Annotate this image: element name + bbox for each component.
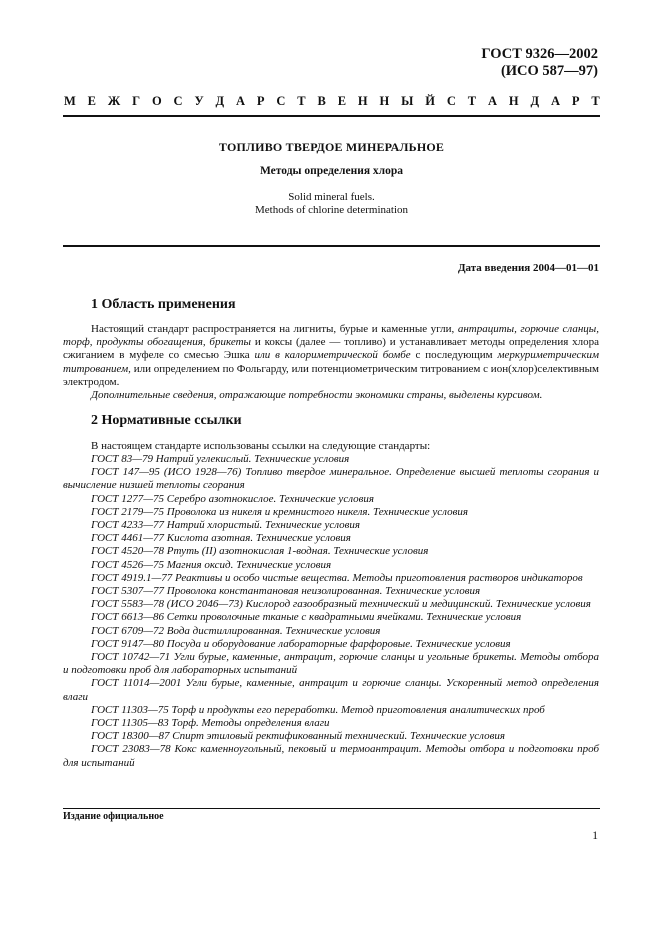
reference-item: ГОСТ 5307—77 Проволока константановая неизолированная. Технические условия <box>91 585 481 598</box>
reference-item: ГОСТ 4526—75 Магния оксид. Технические условия <box>91 558 332 571</box>
s1-text-e: с последующим <box>410 349 498 362</box>
interstate-standard-banner: М Е Ж Г О С У Д А Р С Т В Е Н Н Ы Й С Т А Н Д А Р Т <box>64 94 600 108</box>
reference-item: ГОСТ 18300—87 Спирт этиловый ректификованный технический. Технические условия <box>91 730 505 743</box>
section1-paragraph <box>63 323 599 389</box>
title-divider <box>63 245 600 247</box>
reference-item: ГОСТ 83—79 Натрий углекислый. Технические условия <box>91 453 350 465</box>
s1-text-g: или определением по Фольгарду, или потенциометрическим титрованием с ион(хлор)селективным электродом. <box>63 362 599 388</box>
reference-item: ГОСТ 4919.1—77 Реактивы и особо чистые вещества. Методы приготовления растворов индикаторов <box>91 571 583 584</box>
reference-item: ГОСТ 2179—75 Проволока из никеля и кремнистого никеля. Технические условия <box>91 505 469 518</box>
reference-item: ГОСТ 6613—86 Сетки проволочные тканые с квадратными ячейками. Технические условия <box>91 611 522 624</box>
document-title: ТОПЛИВО ТВЕРДОЕ МИНЕРАЛЬНОЕ <box>218 140 445 154</box>
s1-text-d: или в калориметрической бомбе <box>254 349 411 362</box>
reference-item: ГОСТ 9147—80 Посуда и оборудование лабораторные фарфоровые. Технические условия <box>91 637 511 650</box>
header-divider <box>63 115 600 117</box>
normative-references-list <box>63 453 599 770</box>
iso-code: (ИСО 587—97) <box>500 63 598 79</box>
document-subtitle: Методы определения хлора <box>259 165 404 177</box>
reference-item: ГОСТ 23083—78 Кокс каменноугольный, пековый и термоантрацит. Методы отбора и подготовки проб для испытаний <box>63 743 599 769</box>
section1-heading: 1 Область применения <box>91 297 236 312</box>
page-number: 1 <box>592 830 598 842</box>
english-title-line2: Methods of chlorine determination <box>254 204 409 216</box>
reference-item: ГОСТ 4520—78 Ртуть (II) азотнокислая 1-водная. Технические условия <box>91 545 429 558</box>
s1-text-c: и коксы (далее — топливо) и устанавливает методы определения хлора сжиганием в муфеле со смесью Эшка <box>63 336 599 362</box>
section2-intro <box>63 440 599 453</box>
reference-item: ГОСТ 11305—83 Торф. Методы определения влаги <box>91 717 330 730</box>
reference-item: ГОСТ 4233—77 Натрий хлористый. Технические условия <box>91 519 361 532</box>
s1-text-b: антрациты, горючие сланцы, торф, продукты обогащения, брикеты <box>63 323 599 349</box>
reference-item: ГОСТ 5583—78 (ИСО 2046—73) Кислород газообразный технический и медицинский. Технические условия <box>91 598 591 611</box>
s1-text-f: меркуриметрическим титрованием, <box>63 349 599 375</box>
footer-divider <box>63 808 600 809</box>
reference-item: ГОСТ 11303—75 Торф и продукты его переработки. Метод приготовления аналитических проб <box>91 703 545 716</box>
section1-body <box>63 323 599 402</box>
standard-code: ГОСТ 9326—2002 <box>481 46 598 62</box>
english-title-line1: Solid mineral fuels. <box>288 191 375 203</box>
section2-heading: 2 Нормативные ссылки <box>91 413 242 428</box>
reference-item: ГОСТ 147—95 (ИСО 1928—76) Топливо твердое минеральное. Определение высшей теплоты сгорания и вычисление низшей теплоты сгорания <box>63 466 599 492</box>
reference-item: ГОСТ 6709—72 Вода дистиллированная. Технические условия <box>91 624 381 637</box>
section1-note: Дополнительные сведения, отражающие потребности экономики страны, выделены курсивом. <box>91 389 543 402</box>
introduction-date: Дата введения 2004—01—01 <box>457 262 599 274</box>
edition-label: Издание официальное <box>63 811 164 822</box>
section2-intro-text: В настоящем стандарте использованы ссылки на следующие стандарты: <box>91 440 431 452</box>
reference-item: ГОСТ 11014—2001 Угли бурые, каменные, антрацит и горючие сланцы. Ускоренный метод определения влаги <box>63 677 599 703</box>
reference-item: ГОСТ 4461—77 Кислота азотная. Технические условия <box>91 532 351 545</box>
reference-item: ГОСТ 10742—71 Угли бурые, каменные, антрацит, горючие сланцы и угольные брикеты. Методы отбора и подготовки проб для лабораторных испытаний <box>63 651 599 677</box>
reference-item: ГОСТ 1277—75 Серебро азотнокислое. Технические условия <box>91 492 375 505</box>
s1-text-a: Настоящий стандарт распространяется на лигниты, бурые и каменные угли, <box>91 323 458 335</box>
